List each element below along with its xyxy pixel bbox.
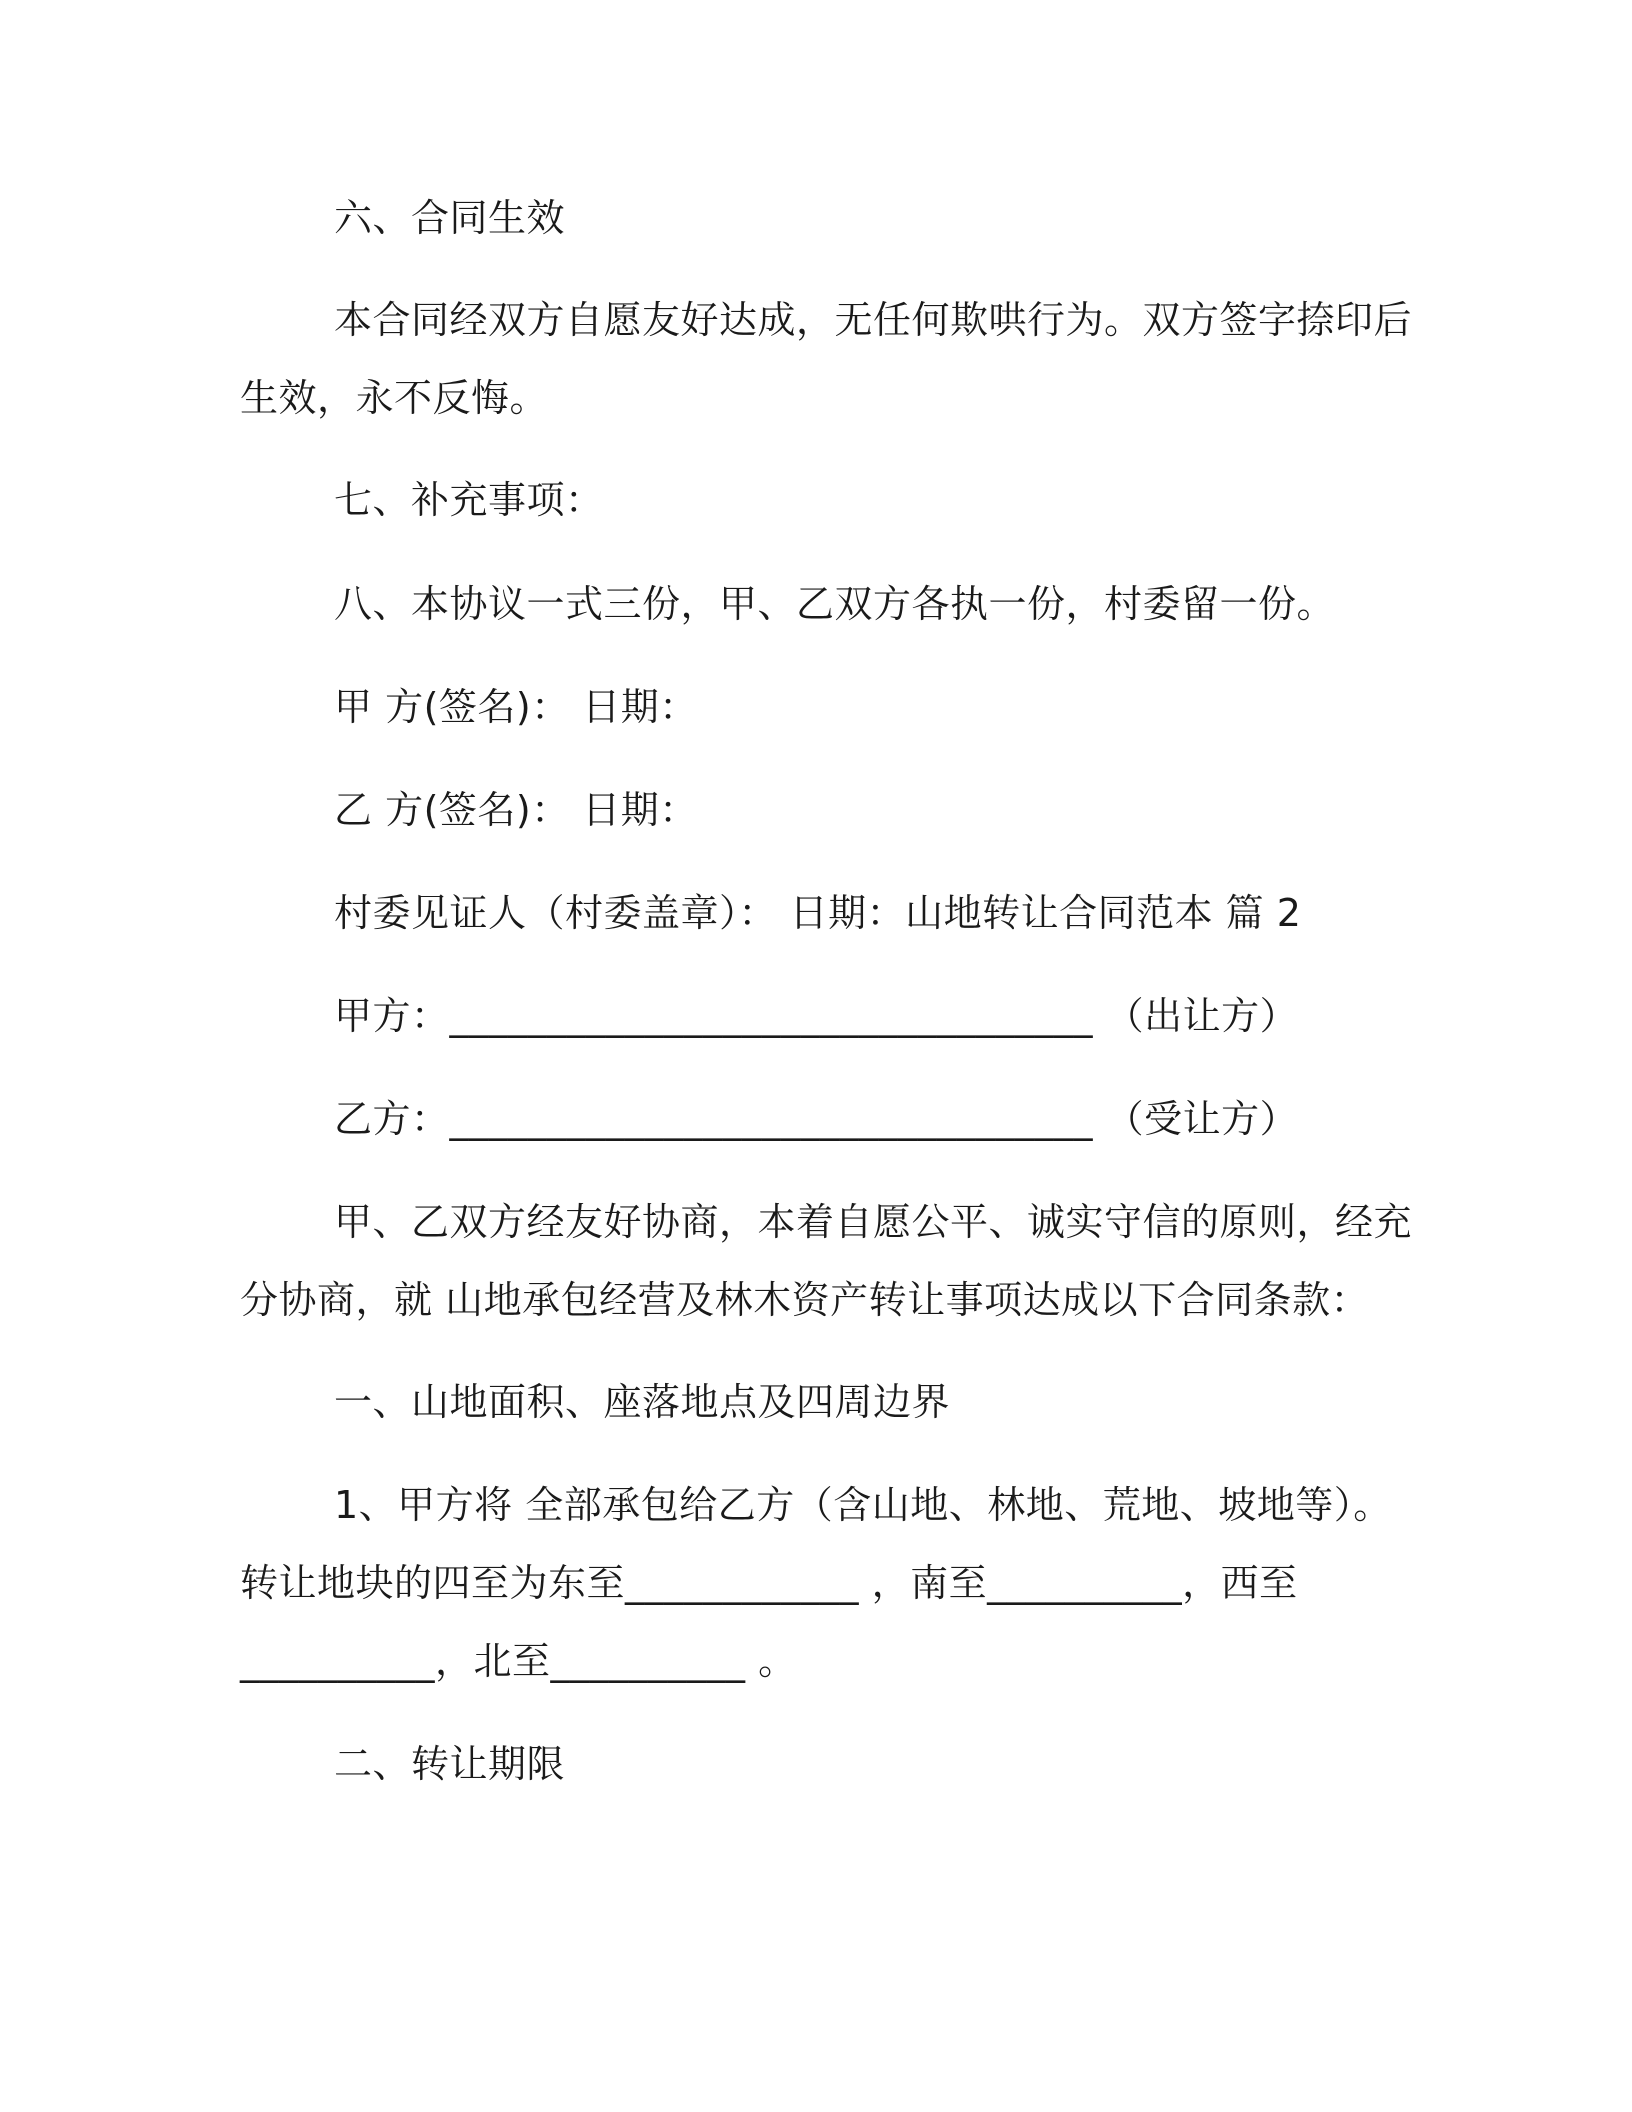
section6-body-line2: 生效，永不反悔。 xyxy=(240,376,549,420)
section8-text: 八、本协议一式三份，甲、乙双方各执一份，村委留一份。 xyxy=(334,582,1336,626)
party-b-line: 乙方：_________________________________ （受让方） xyxy=(334,1097,1299,1141)
article2-heading: 二、转让期限 xyxy=(334,1742,566,1786)
intro-line1: 甲、乙双方经友好协商，本着自愿公平、诚实守信的原则，经充 xyxy=(334,1200,1413,1244)
party-a-signature: 甲 方(签名)： 日期： xyxy=(334,685,698,729)
section7-heading: 七、补充事项： xyxy=(334,478,604,522)
party-a-line: 甲方：_________________________________ （出让方） xyxy=(334,994,1299,1038)
article1-item1-line3: __________，北至__________ 。 xyxy=(240,1639,797,1683)
section6-heading: 六、合同生效 xyxy=(334,196,566,240)
witness-line: 村委见证人（村委盖章）： 日期：山地转让合同范本 篇 2 xyxy=(334,891,1302,935)
section6-body-line1: 本合同经双方自愿友好达成，无任何欺哄行为。双方签字捺印后 xyxy=(334,298,1413,342)
article1-item1-line1: 1、甲方将 全部承包给乙方（含山地、林地、荒地、坡地等）。 xyxy=(334,1483,1392,1527)
party-b-signature: 乙 方(签名)： 日期： xyxy=(334,788,698,832)
article1-item1-line2: 转让地块的四至为东至____________ ，南至__________，西至 xyxy=(240,1561,1298,1605)
article1-heading: 一、山地面积、座落地点及四周边界 xyxy=(334,1380,951,1424)
intro-line2: 分协商，就 山地承包经营及林木资产转让事项达成以下合同条款： xyxy=(240,1278,1370,1322)
